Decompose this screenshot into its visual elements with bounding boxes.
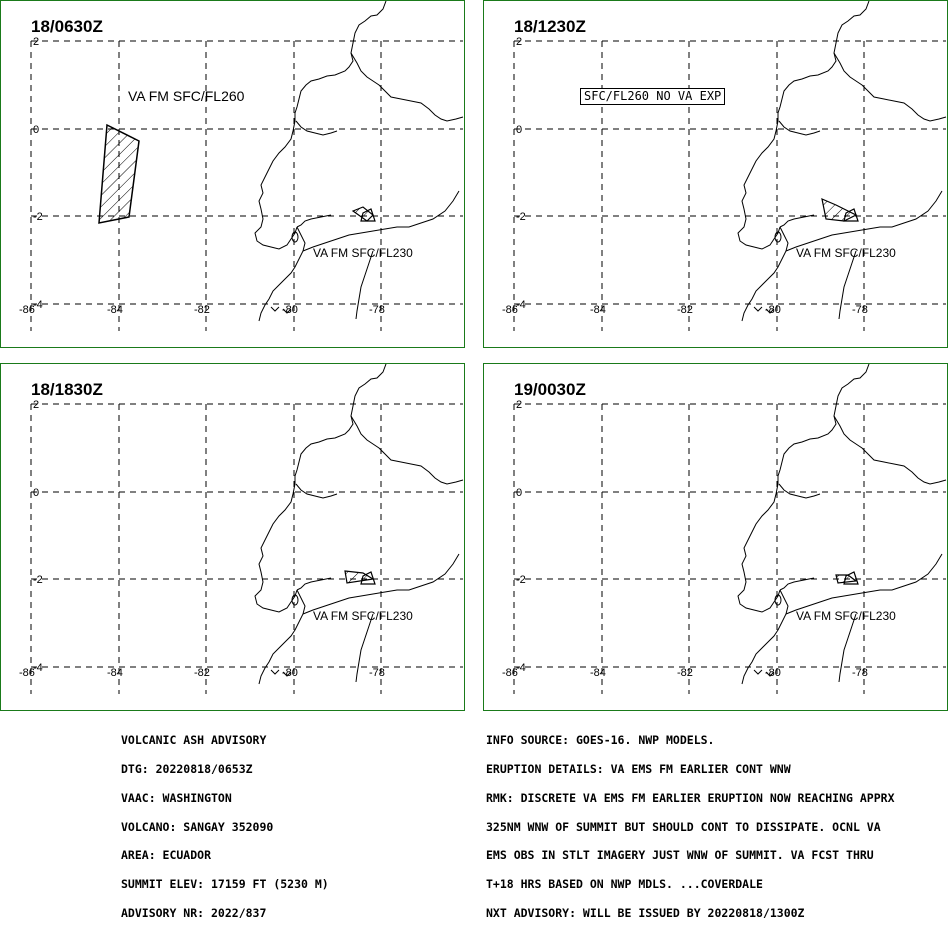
lon-tick-label: -86 xyxy=(502,667,518,679)
lat-tick-label: 2 xyxy=(33,399,40,411)
lon-tick-label: -84 xyxy=(590,304,606,316)
lon-tick-label: -82 xyxy=(194,667,210,679)
lat-tick-label: -2 xyxy=(516,574,526,586)
va-label-bottom: VA FM SFC/FL230 xyxy=(796,609,896,623)
lon-tick-label: -80 xyxy=(765,667,781,679)
lat-tick-label: 0 xyxy=(516,487,523,499)
advisory-right-text xyxy=(486,717,895,928)
advisory-line: RMK: DISCRETE VA EMS FM EARLIER ERUPTION NOW REACHING APPRX xyxy=(486,790,895,805)
lat-tick-label: 0 xyxy=(33,487,40,499)
map-layer xyxy=(502,364,946,694)
advisory-line: DTG: 20220818/0653Z xyxy=(121,761,253,776)
map-svg-4 xyxy=(484,364,949,712)
coastline xyxy=(351,53,463,121)
lat-tick-label: -4 xyxy=(33,299,43,311)
advisory-line: EMS OBS IN STLT IMAGERY JUST WNW OF SUMMIT. VA FCST THRU xyxy=(486,848,874,863)
advisory-left-text xyxy=(121,717,329,928)
panel-1 xyxy=(0,0,465,348)
lon-tick-label: -78 xyxy=(369,667,385,679)
map-layer xyxy=(19,364,463,694)
map-svg-3 xyxy=(1,364,466,712)
map-layer xyxy=(502,1,946,331)
lat-tick-label: 2 xyxy=(33,36,40,48)
lon-tick-label: -80 xyxy=(282,667,298,679)
lon-tick-label: -80 xyxy=(282,304,298,316)
lon-tick-label: -84 xyxy=(590,667,606,679)
coastline xyxy=(779,121,820,135)
lat-tick-label: 2 xyxy=(516,36,523,48)
advisory-line: T+18 HRS BASED ON NWP MDLS. ...COVERDALE xyxy=(486,877,763,892)
advisory-line: VOLCANIC ASH ADVISORY xyxy=(121,733,267,748)
coastline xyxy=(780,215,814,227)
lon-tick-label: -82 xyxy=(677,667,693,679)
map-svg-1 xyxy=(1,1,466,349)
panel-time: 18/1830Z xyxy=(31,380,103,399)
panel-2 xyxy=(483,0,948,348)
coastline xyxy=(296,121,337,135)
map-svg-2 xyxy=(484,1,949,349)
coastline xyxy=(351,416,463,484)
ash-polygon-large xyxy=(99,125,139,223)
lat-tick-label: -4 xyxy=(33,662,43,674)
panel-3 xyxy=(0,363,465,711)
lon-tick-label: -84 xyxy=(107,304,123,316)
lon-tick-label: -82 xyxy=(194,304,210,316)
va-label-bottom: VA FM SFC/FL230 xyxy=(313,246,413,260)
advisory-line: VOLCANO: SANGAY 352090 xyxy=(121,819,274,834)
va-label-top: VA FM SFC/FL260 xyxy=(128,88,245,104)
lon-tick-label: -82 xyxy=(677,304,693,316)
lon-tick-label: -80 xyxy=(765,304,781,316)
coastline xyxy=(297,578,331,590)
va-label-bottom: VA FM SFC/FL230 xyxy=(796,246,896,260)
lat-tick-label: -4 xyxy=(516,662,526,674)
coastline xyxy=(780,578,814,590)
lat-tick-label: 0 xyxy=(516,124,523,136)
coastline xyxy=(834,53,946,121)
lat-tick-label: 0 xyxy=(33,124,40,136)
coastline xyxy=(779,484,820,498)
lon-tick-label: -78 xyxy=(369,304,385,316)
lon-tick-label: -78 xyxy=(852,667,868,679)
advisory-line: VAAC: WASHINGTON xyxy=(121,790,232,805)
lat-tick-label: 2 xyxy=(516,399,523,411)
advisory-line: ADVISORY NR: 2022/837 xyxy=(121,905,267,920)
lat-tick-label: -4 xyxy=(516,299,526,311)
panel-time: 18/1230Z xyxy=(514,17,586,36)
lon-tick-label: -86 xyxy=(19,667,35,679)
no-va-box-label: SFC/FL260 NO VA EXP xyxy=(580,88,725,105)
lon-tick-label: -78 xyxy=(852,304,868,316)
lon-tick-label: -86 xyxy=(502,304,518,316)
map-layer xyxy=(19,1,463,331)
panel-time: 18/0630Z xyxy=(31,17,103,36)
coastline xyxy=(296,484,337,498)
coastline xyxy=(834,416,946,484)
lat-tick-label: -2 xyxy=(33,574,43,586)
lat-tick-label: -2 xyxy=(33,211,43,223)
lon-tick-label: -84 xyxy=(107,667,123,679)
va-label-bottom: VA FM SFC/FL230 xyxy=(313,609,413,623)
panel-time: 19/0030Z xyxy=(514,380,586,399)
advisory-line: INFO SOURCE: GOES-16. NWP MODELS. xyxy=(486,733,715,748)
lon-tick-label: -86 xyxy=(19,304,35,316)
advisory-line: 325NM WNW OF SUMMIT BUT SHOULD CONT TO DISSIPATE. OCNL VA xyxy=(486,819,881,834)
panel-4 xyxy=(483,363,948,711)
advisory-line: SUMMIT ELEV: 17159 FT (5230 M) xyxy=(121,877,329,892)
advisory-line: ERUPTION DETAILS: VA EMS FM EARLIER CONT WNW xyxy=(486,761,791,776)
coastline xyxy=(297,215,331,227)
advisory-line: AREA: ECUADOR xyxy=(121,848,212,863)
lat-tick-label: -2 xyxy=(516,211,526,223)
advisory-line: NXT ADVISORY: WILL BE ISSUED BY 20220818/1300Z xyxy=(486,905,805,920)
